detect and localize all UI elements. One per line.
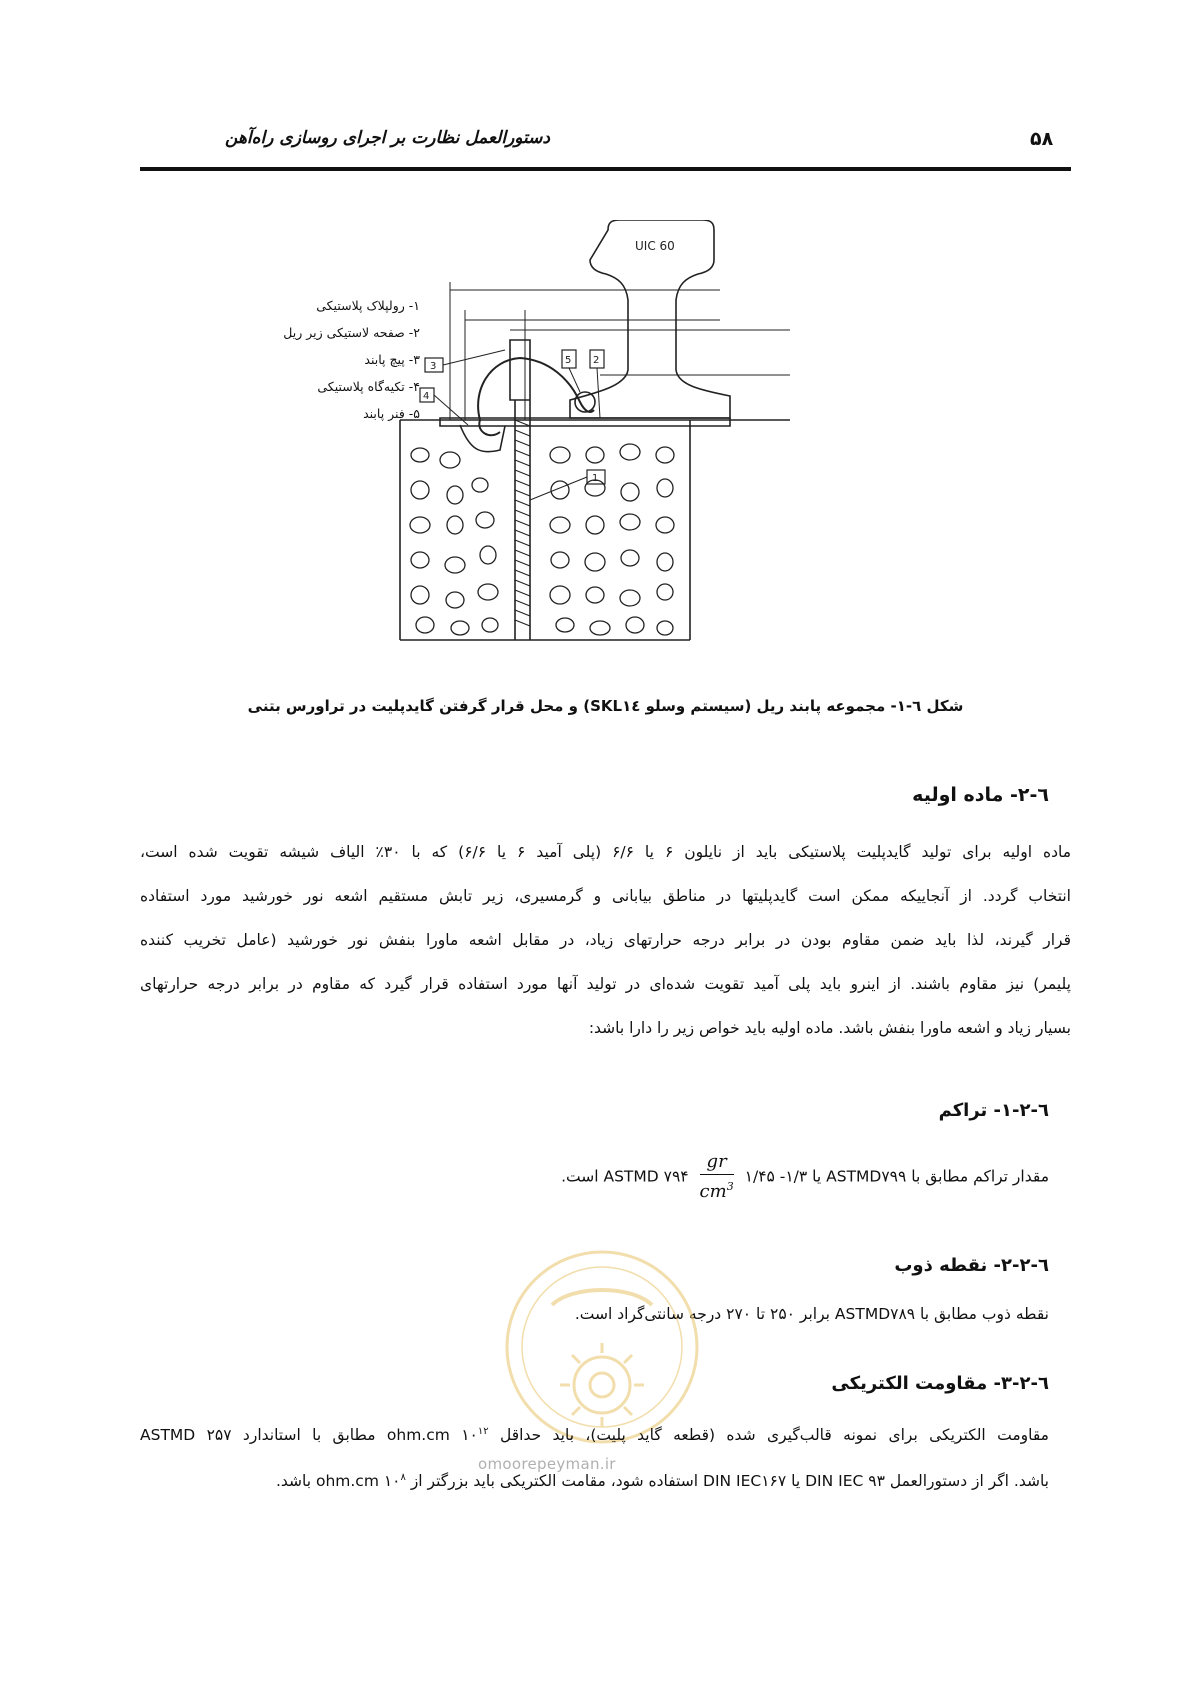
callout-1: 1 xyxy=(592,473,599,484)
subsection-heading: ٦-٢-١- تراکم xyxy=(938,1100,1049,1121)
subsection-heading: ٦-٢-٣- مقاومت الکتریکی xyxy=(831,1373,1049,1394)
callout-3: 3 xyxy=(430,361,437,372)
resistance-text: باشد. اگر از دستورالعمل DIN IEC ۹۳ یا DIN IEC۱۶۷ استفاده شود، مقامت الکتریکی باید بزرگتر از ohm.cm xyxy=(315,1472,1049,1491)
figure-caption: شکل ٦-١- مجموعه پابند ریل (سیستم وسلو SKL١٤) و محل قرار گرفتن گایدپلیت در تراورس بتنی xyxy=(247,697,964,715)
resistance-text: مطابق با استاندارد ASTMD ۲۵۷ xyxy=(140,1426,387,1445)
subsection-heading: ٦-٢-٢- نقطه ذوب xyxy=(894,1255,1049,1276)
guide-plate xyxy=(460,425,505,452)
melting-point-text: نقطه ذوب مطابق با ASTMD۷۸۹ برابر ۲۵۰ تا ۲۷۰ درجه سانتی‌گراد است. xyxy=(574,1305,1049,1323)
density-statement xyxy=(561,1150,1049,1204)
resistance-text: مقاومت الکتریکی برای نمونه قالب‌گیری شده (قطعه گاید پلیت)، باید حداقل ohm.cm xyxy=(386,1426,1049,1445)
paragraph-line: انتخاب گردد. از آنجاییکه ممکن است گایدپلیتها در مناطق بیابانی و گرمسیری، زیر تابش مستقیم اشعه نور خورشید مورد استفاده xyxy=(140,887,1071,905)
paragraph-line: ماده اولیه برای تولید گایدپلیت پلاستیکی باید از نایلون ۶ یا ۶/۶ (پلی آمید ۶ یا ۶/۶) که با ۳۰٪ الیاف شیشه تقویت شده است، xyxy=(140,843,1071,861)
watermark-url: omoorepeyman.ir xyxy=(478,1455,616,1473)
density-text-before: مقدار تراکم مطابق با ASTMD۷۹۹ یا ASTMD ۷۹۴ xyxy=(603,1167,1049,1186)
resistance-line-2 xyxy=(276,1472,1049,1490)
header-rule xyxy=(140,167,1071,171)
rail-label: UIC 60 xyxy=(635,239,675,253)
paragraph-line: بسیار زیاد و اشعه ماورا بنفش باشد. ماده اولیه باید خواص زیر را دارا باشد: xyxy=(588,1019,1071,1037)
watermark-seal xyxy=(492,1245,712,1450)
running-title: دستورالعمل نظارت بر اجرای روسازی راه‌آهن xyxy=(225,128,550,148)
page-number: ۵۸ xyxy=(1030,128,1054,150)
resistance-line-1 xyxy=(140,1426,1049,1444)
section-heading: ٦-٢- ماده اولیه xyxy=(912,784,1049,806)
paragraph-line: قرار گیرند، لذا باید ضمن مقاوم بودن در برابر درجه حرارتهای زیاد، در مقابل اشعه ماورا بنفش نور خورشید (عامل تخریب کننده xyxy=(140,931,1071,949)
legend-item: ۴- تکیه‌گاه پلاستیکی xyxy=(317,379,420,394)
legend-item: ۲- صفحه لاستیکی زیر ریل xyxy=(283,325,420,340)
callout-4: 4 xyxy=(423,391,430,402)
density-text-after: ۱/۴۵ -۱/۳ است. xyxy=(561,1167,808,1186)
screw-thread xyxy=(515,420,530,626)
paragraph-line: پلیمر) نیز مقاوم باشند. از اینرو باید پلی آمید تقویت شده‌ای در تولید آنها مورد استفاده قرار گیرد که مقاوم در برابر درجه حرارتهای xyxy=(140,975,1071,993)
formula-exponent: 3 xyxy=(726,1180,734,1193)
legend-item: ۳- پیچ پابند xyxy=(364,352,420,367)
resistance-exponent: ۱۲ xyxy=(477,1426,489,1437)
legend-item: ۵- فنر پابند xyxy=(363,406,420,421)
formula-numerator: gr xyxy=(700,1150,734,1175)
resistance-value: ۱۰ xyxy=(383,1472,401,1491)
density-unit-formula xyxy=(700,1150,734,1204)
resistance-exponent: ۸ xyxy=(400,1472,406,1483)
resistance-text: باشد. xyxy=(275,1472,316,1491)
callout-5: 5 xyxy=(565,355,572,366)
section-paragraph xyxy=(140,830,1071,1050)
formula-denominator: $cm^3$ xyxy=(699,1180,734,1202)
legend-item: ۱- رولپلاک پلاستیکی xyxy=(316,298,420,313)
resistance-value: ۱۰ xyxy=(461,1426,478,1445)
rail-fastening-drawing xyxy=(380,220,790,680)
callout-2: 2 xyxy=(593,355,600,366)
